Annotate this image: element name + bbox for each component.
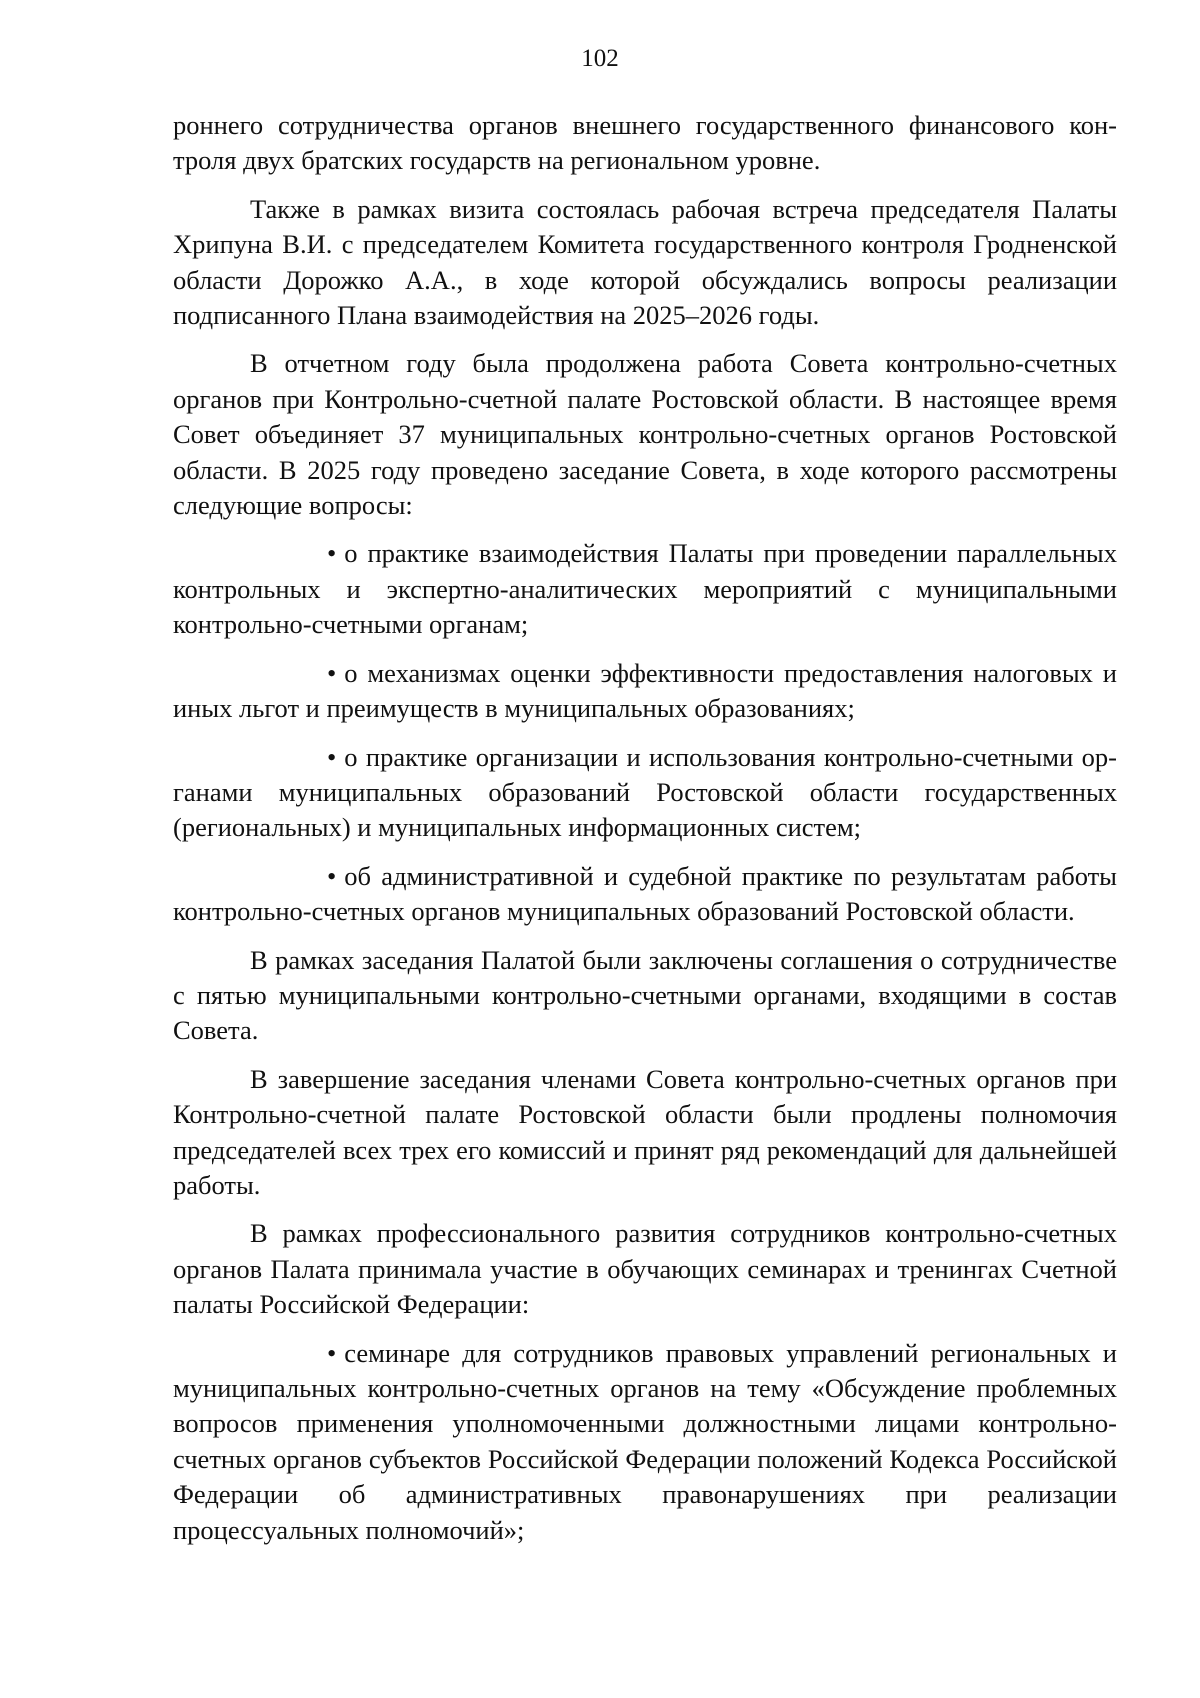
bullet-item: [173, 536, 1117, 642]
bullet-text: о практике организации и использования контрольно-счетными органами муниципальных образований Ростовской области государственных (региональных) и муниципальных информационных систем;: [173, 741, 1117, 843]
bullet-text: семинаре для сотрудников правовых управлений региональных и муниципальных контрольно-счетных органов на тему «Обсуждение проблемных вопросов применения уполномоченными должностными лицами контрольно-счетных органов субъектов Российской Федерации положений Кодекса Российской Федерации об административных правонарушениях при реализации процессуальных полномочий»;: [173, 1337, 1117, 1545]
bullet-icon: •: [327, 741, 337, 772]
paragraph-agreements: В рамках заседания Палатой были заключены соглашения о сотрудничестве с пятью муниципальными контрольно-счетными органами, входящими в состав Совета.: [173, 944, 1117, 1046]
bullet-item: [173, 656, 1117, 727]
bullet-icon: •: [327, 538, 337, 569]
bullet-icon: •: [327, 1337, 337, 1368]
bullet-text: об административной и судебной практике по результатам работы контрольно-счетных органов муниципальных образований Ростовской области.: [173, 860, 1117, 927]
bullet-item: [173, 1336, 1117, 1548]
document-body: [173, 108, 1117, 1561]
paragraph-professional-development: В рамках профессионального развития сотрудников контрольно-счетных органов Палата принимала участие в обучающих семинарах и тренингах Счетной палаты Российской Федерации:: [173, 1218, 1117, 1320]
bullet-text: о механизмах оценки эффективности предоставления налоговых и иных льгот и преимуществ в муниципальных образованиях;: [173, 657, 1117, 724]
paragraph-council-conclusion: В завершение заседания членами Совета контрольно-счетных органов при Контрольно-счетной палате Ростовской области были продлены полномочия председателей всех трех его комиссий и принят ряд рекомендаций для дальнейшей работы.: [173, 1063, 1117, 1200]
paragraph-khripun-meeting: Также в рамках визита состоялась рабочая встреча председателя Палаты Хрипуна В.И. с председателем Комитета государственного контроля Гродненской области Дорожко А.А., в ходе которой обсуждались вопросы реализации подписанного Плана взаимодействия на 2025–2026 годы.: [173, 193, 1117, 331]
bullet-text: о практике взаимодействия Палаты при проведении параллельных контрольных и экспертно-аналитических мероприятий с муниципальными контрольно-счетными органам;: [173, 538, 1117, 640]
paragraph-council-work: В отчетном году была продолжена работа Совета контрольно-счетных органов при Контрольно-счетной палате Ростовской области. В настоящее время Совет объединяет 37 муниципальных контрольно-счетных органов Ростовской области. В 2025 году проведено заседание Совета, в ходе которого рассмотрены следующие вопросы:: [173, 348, 1117, 521]
bullet-item: [173, 859, 1117, 930]
bullet-item: [173, 740, 1117, 846]
page-number: 102: [581, 45, 619, 72]
bullet-icon: •: [327, 657, 337, 688]
paragraph-continuation: роннего сотрудничества органов внешнего государственного финансового контроля двух братских государств на региональном уровне.: [173, 110, 1117, 176]
bullet-icon: •: [327, 860, 337, 891]
